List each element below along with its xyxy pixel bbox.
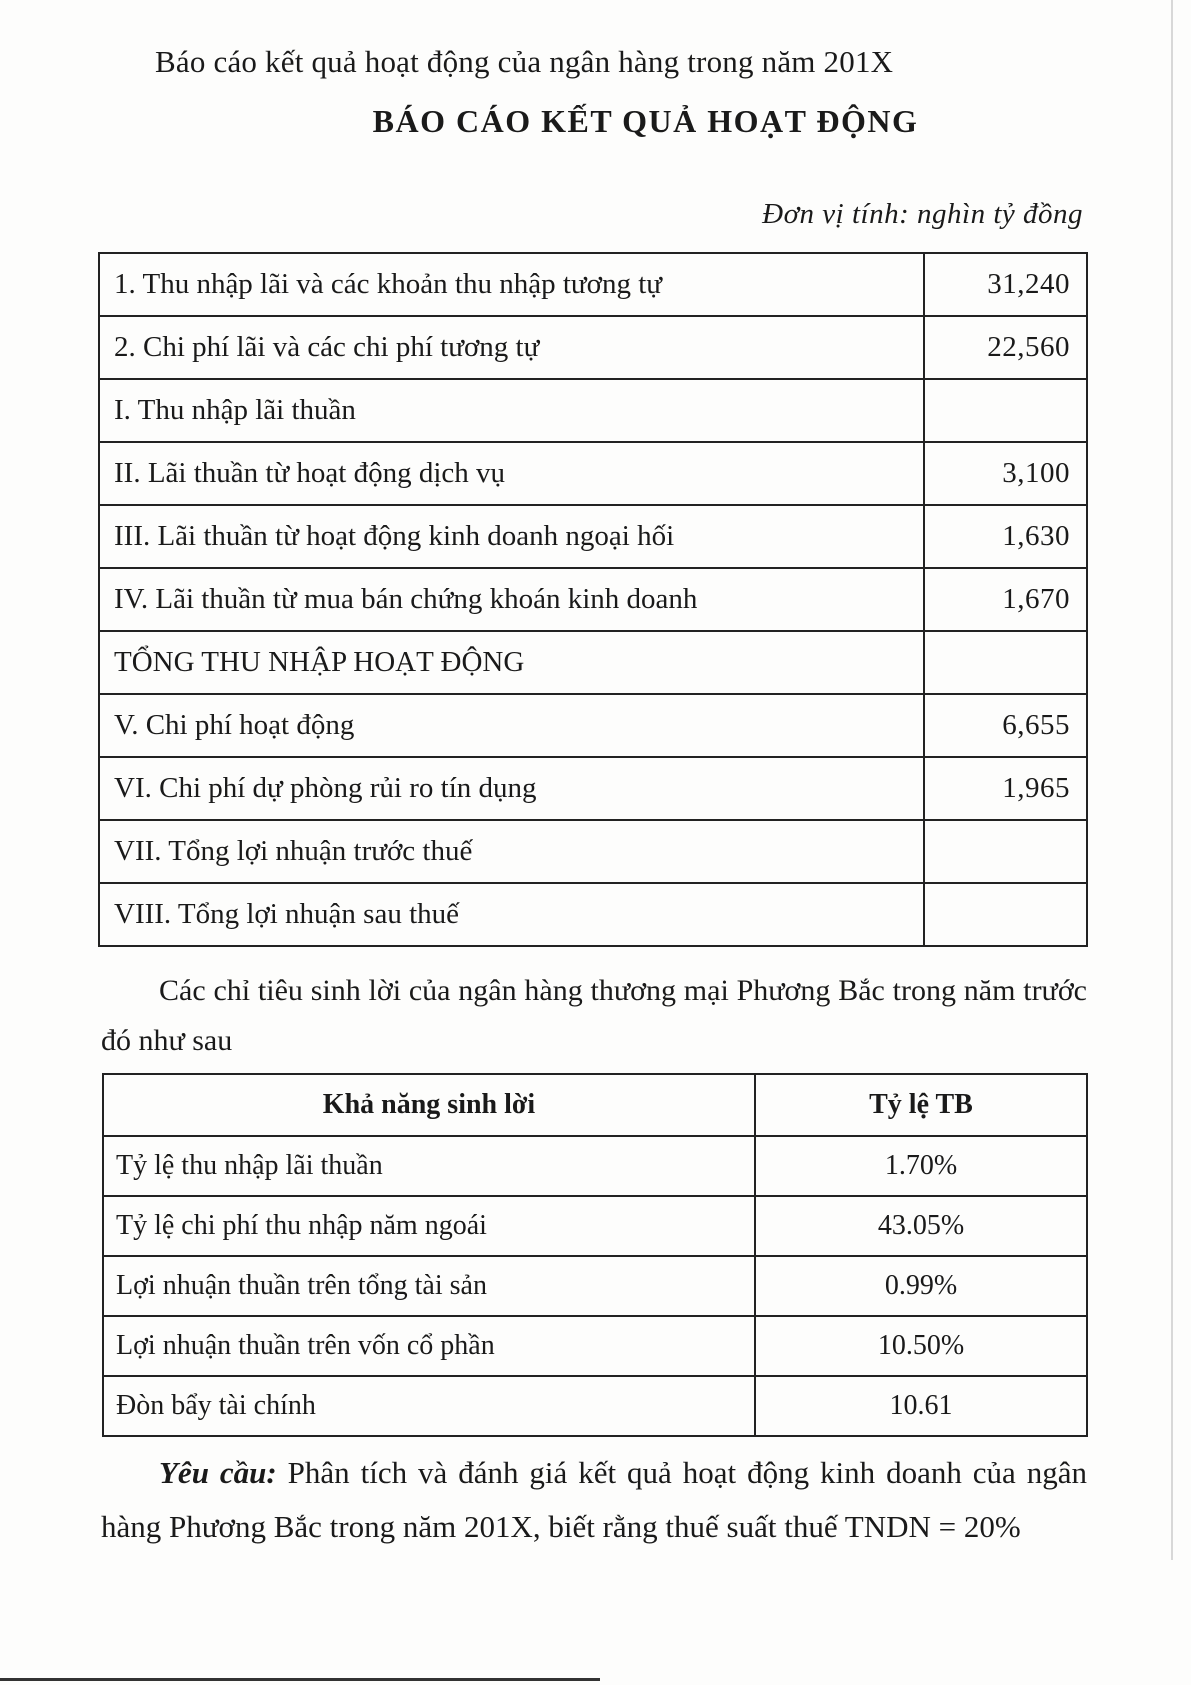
- row-label: VIII. Tổng lợi nhuận sau thuế: [99, 883, 924, 946]
- row-label: V. Chi phí hoạt động: [99, 694, 924, 757]
- table-row: [99, 505, 1087, 568]
- row-label: VI. Chi phí dự phòng rủi ro tín dụng: [99, 757, 924, 820]
- profitability-ratio-table: [102, 1073, 1088, 1437]
- income-report-table: [98, 252, 1088, 947]
- profitability-intro-paragraph: Các chỉ tiêu sinh lời của ngân hàng thương mại Phương Bắc trong năm trước đó như sau: [101, 974, 1087, 1057]
- row-label: 2. Chi phí lãi và các chi phí tương tự: [99, 316, 924, 379]
- row-label: VII. Tổng lợi nhuận trước thuế: [99, 820, 924, 883]
- ratio-label: Tỷ lệ thu nhập lãi thuần: [103, 1136, 755, 1196]
- ratio-label: Lợi nhuận thuần trên tổng tài sản: [103, 1256, 755, 1316]
- requirement-label: Yêu cầu:: [159, 1455, 277, 1490]
- ratio-value: 10.50%: [755, 1316, 1087, 1376]
- page-edge-shadow: [1171, 0, 1173, 1560]
- row-value: [924, 631, 1087, 694]
- row-value: [924, 379, 1087, 442]
- row-value: 1,630: [924, 505, 1087, 568]
- table-row: [103, 1256, 1087, 1316]
- table-header-row: [103, 1074, 1087, 1136]
- table-row: [99, 694, 1087, 757]
- row-value: [924, 820, 1087, 883]
- ratio-value: 10.61: [755, 1376, 1087, 1436]
- row-label: 1. Thu nhập lãi và các khoản thu nhập tương tự: [99, 253, 924, 316]
- row-label: IV. Lãi thuần từ mua bán chứng khoán kinh doanh: [99, 568, 924, 631]
- row-label: I. Thu nhập lãi thuần: [99, 379, 924, 442]
- table-row: [103, 1316, 1087, 1376]
- table-row: [99, 442, 1087, 505]
- table-row: [99, 757, 1087, 820]
- report-title: BÁO CÁO KẾT QUẢ HOẠT ĐỘNG: [372, 103, 919, 139]
- ratio-label: Đòn bẩy tài chính: [103, 1376, 755, 1436]
- row-label: III. Lãi thuần từ hoạt động kinh doanh ngoại hối: [99, 505, 924, 568]
- bottom-rule: [0, 1678, 600, 1681]
- intro-text: Báo cáo kết quả hoạt động của ngân hàng trong năm 201X: [155, 44, 894, 79]
- table-row: [103, 1196, 1087, 1256]
- table-row: [103, 1376, 1087, 1436]
- ratio-value: 0.99%: [755, 1256, 1087, 1316]
- unit-note: Đơn vị tính: nghìn tỷ đồng: [762, 198, 1083, 230]
- row-value: 1,965: [924, 757, 1087, 820]
- row-value: 1,670: [924, 568, 1087, 631]
- table-row: [99, 379, 1087, 442]
- row-value: 31,240: [924, 253, 1087, 316]
- ratio-value: 43.05%: [755, 1196, 1087, 1256]
- ratio-label: Tỷ lệ chi phí thu nhập năm ngoái: [103, 1196, 755, 1256]
- requirement-paragraph: [101, 1446, 1087, 1554]
- table-row: [99, 568, 1087, 631]
- row-value: 6,655: [924, 694, 1087, 757]
- row-value: 22,560: [924, 316, 1087, 379]
- column-header-label: Khả năng sinh lời: [103, 1074, 755, 1136]
- table-row: [99, 820, 1087, 883]
- table-row: [99, 316, 1087, 379]
- ratio-value: 1.70%: [755, 1136, 1087, 1196]
- ratio-label: Lợi nhuận thuần trên vốn cổ phần: [103, 1316, 755, 1376]
- table-row: [99, 253, 1087, 316]
- column-header-value: Tỷ lệ TB: [755, 1074, 1087, 1136]
- row-label: TỔNG THU NHẬP HOẠT ĐỘNG: [99, 631, 924, 694]
- table-row: [103, 1136, 1087, 1196]
- row-label: II. Lãi thuần từ hoạt động dịch vụ: [99, 442, 924, 505]
- requirement-text: Phân tích và đánh giá kết quả hoạt động kinh doanh của ngân hàng Phương Bắc trong năm 201X, biết rằng thuế suất thuế TNDN = 20%: [101, 1455, 1087, 1544]
- table-row: [99, 883, 1087, 946]
- row-value: [924, 883, 1087, 946]
- table-row: [99, 631, 1087, 694]
- row-value: 3,100: [924, 442, 1087, 505]
